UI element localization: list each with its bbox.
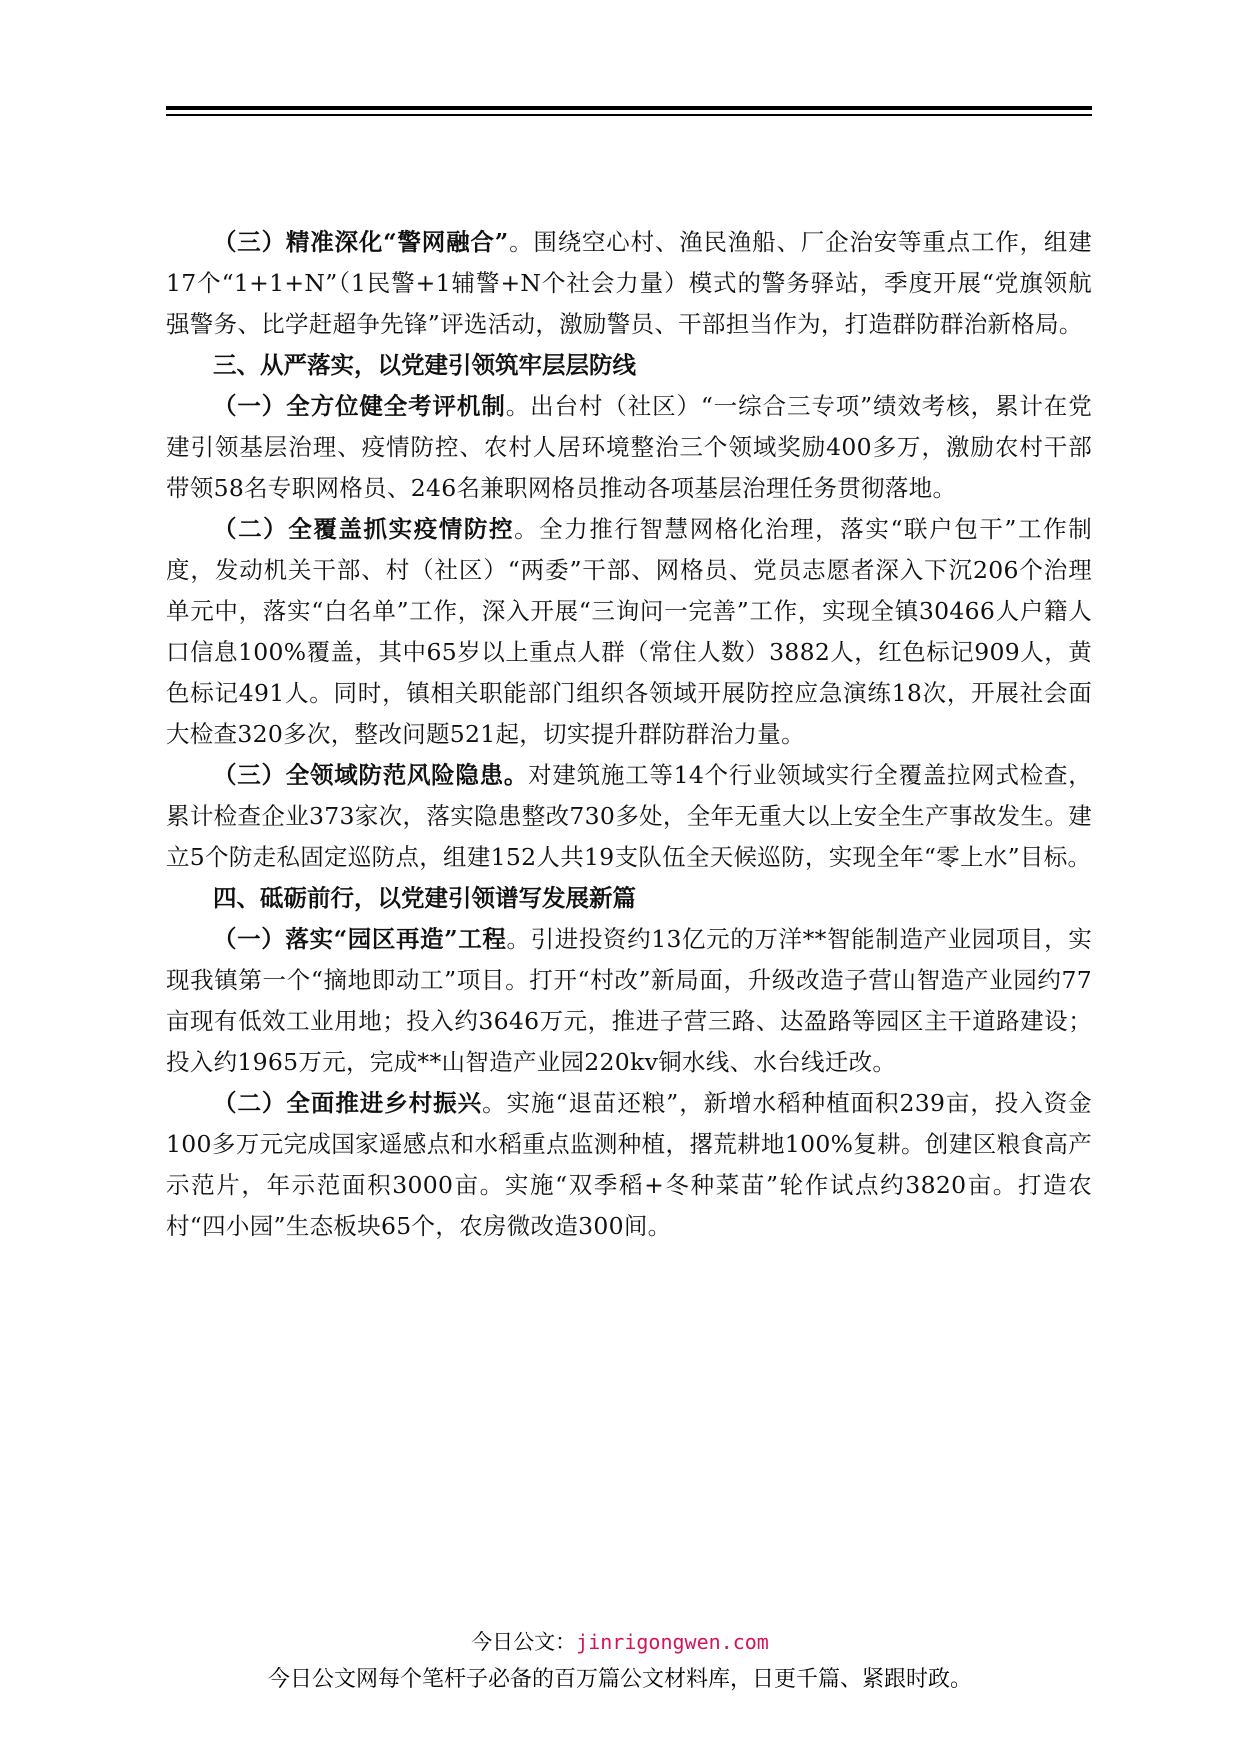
- paragraph-lead: （二）全覆盖抓实疫情防控: [213, 515, 515, 543]
- header-rule-thick: [166, 106, 1092, 110]
- section-heading-3: 三、从严落实，以党建引领筑牢层层防线: [213, 351, 636, 379]
- paragraph-text: 对建筑施工等14个行业领域实行全覆盖拉网式检查，累计检查企业373家次，落实隐患整改730多处，全年无重大以上安全生产事故发生。建立5个防走私固定巡防点，组建152人共19支队伍全天候巡防，实现全年“零上水”目标。: [166, 761, 1092, 871]
- paragraph-text: 。实施“退苗还粮”，新增水稻种植面积239亩，投入资金100多万元完成国家遥感点和水稻重点监测种植，撂荒耕地100%复耕。创建区粮食高产示范片，年示范面积3000亩。实施“双季稻+冬种菜苗”轮作试点约3820亩。打造农村“四小园”生态板块65个，农房微改造300间。: [166, 1089, 1092, 1240]
- paragraph-text: 。围绕空心村、渔民渔船、厂企治安等重点工作，组建17个“1+1+N”（1民警+1辅警+N个社会力量）模式的警务驿站，季度开展“党旗领航强警务、比学赶超争先锋”评选活动，激励警员、干部担当作为，打造群防群治新格局。: [166, 228, 1093, 338]
- paragraph-industrial-park: [166, 919, 1092, 1083]
- footer-slogan: 今日公文网每个笔杆子必备的百万篇公文材料库，日更千篇、紧跟时政。: [267, 1667, 972, 1692]
- document-body: [166, 222, 1092, 1247]
- paragraph-risk: [166, 755, 1092, 878]
- paragraph-lead: （一）落实“园区再造”工程: [213, 925, 507, 953]
- footer-site: [0, 1627, 1240, 1657]
- header-rule-thin: [166, 114, 1092, 116]
- paragraph-epidemic: [166, 509, 1092, 755]
- paragraph-text: 。引进投资约13亿元的万洋**智能制造产业园项目，实现我镇第一个“摘地即动工”项目。打开“村改”新局面，升级改造子营山智造产业园约77亩现有低效工业用地；投入约3646万元，推进子营三路、达盈路等园区主干道路建设；投入约1965万元，完成**山智造产业园220kv铜水线、水台线迁改。: [166, 925, 1093, 1076]
- paragraph-text: 。全力推行智慧网格化治理，落实“联户包干”工作制度，发动机关干部、村（社区）“两委”干部、网格员、党员志愿者深入下沉206个治理单元中，落实“白名单”工作，深入开展“三询问一完善”工作，实现全镇30466人户籍人口信息100%覆盖，其中65岁以上重点人群（常住人数）3882人，红色标记909人，黄色标记491人。同时，镇相关职能部门组织各领域开展防控应急演练18次，开展社会面大检查320多次，整改问题521起，切实提升群防群治力量。: [166, 515, 1092, 748]
- paragraph-lead: （三）全领域防范风险隐患。: [213, 761, 529, 789]
- paragraph-text: 。出台村（社区）“一综合三专项”绩效考核，累计在党建引领基层治理、疫情防控、农村人居环境整治三个领域奖励400多万，激励农村干部带领58名专职网格员、246名兼职网格员推动各项基层治理任务贯彻落地。: [166, 392, 1093, 502]
- footer-site-link[interactable]: jinrigongwen.com: [576, 1630, 769, 1654]
- paragraph-rural-revitalization: [166, 1083, 1092, 1247]
- footer-site-label: 今日公文：: [471, 1630, 577, 1654]
- section-heading-4: 四、砥砺前行，以党建引领谱写发展新篇: [213, 884, 636, 912]
- paragraph-police-network: [166, 222, 1092, 345]
- paragraph-lead: （二）全面推进乡村振兴: [213, 1089, 483, 1117]
- paragraph-evaluation: [166, 386, 1092, 509]
- paragraph-lead: （一）全方位健全考评机制: [213, 392, 506, 420]
- paragraph-lead: （三）精准深化“警网融合”: [213, 228, 509, 256]
